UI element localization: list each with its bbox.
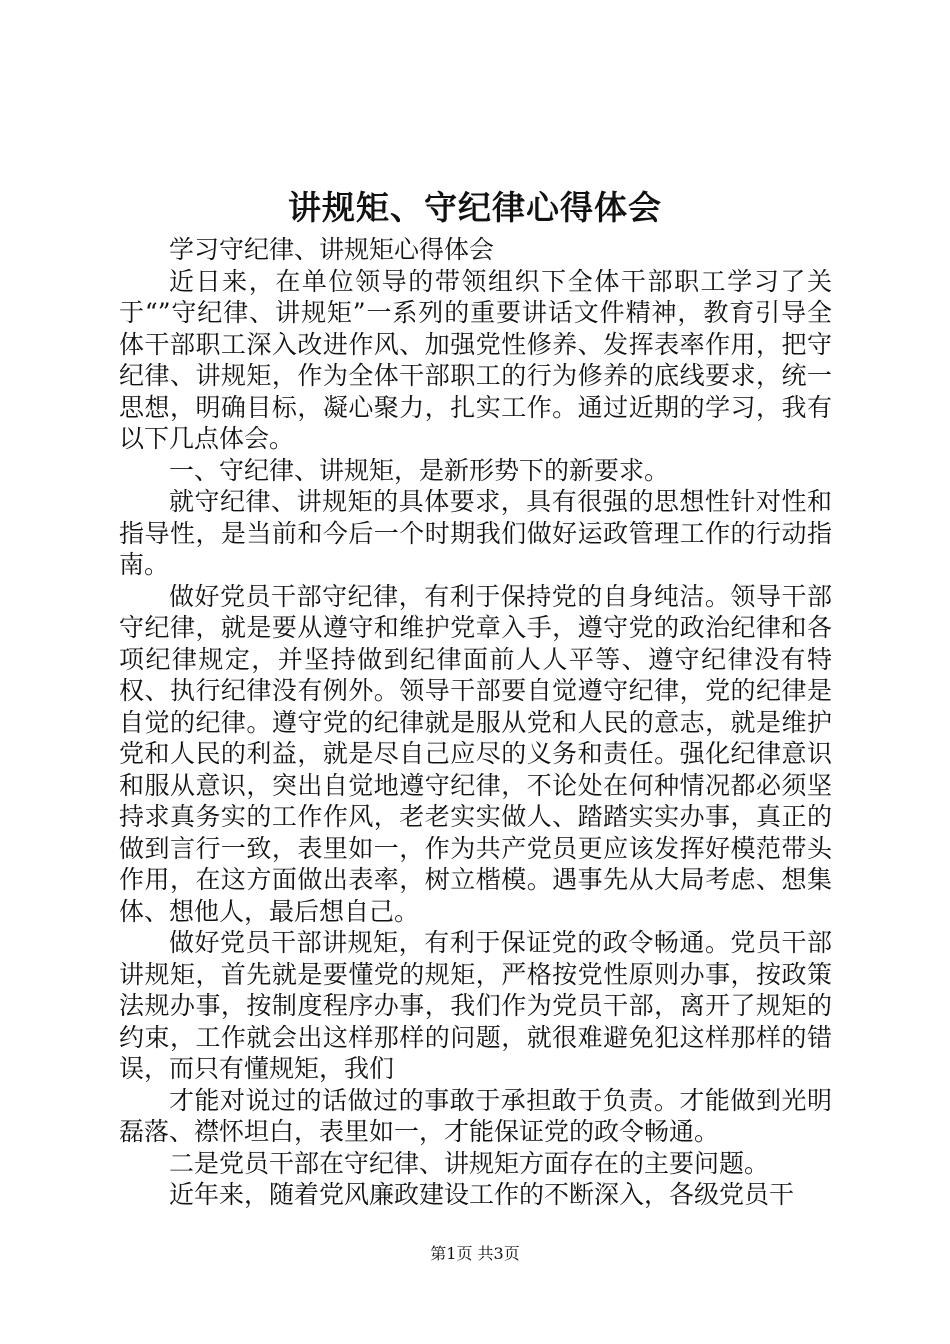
paragraph-discipline: 做好党员干部守纪律，有利于保持党的自身纯洁。领导干部守纪律，就是要从遵守和维护党章入手，遵守党的政治纪律和各项纪律规定，并坚持做到纪律面前人人平等、遵守纪律没有特权、执行纪律没有例外。领导干部要自觉遵守纪律，党的纪律是自觉的纪律。遵守党的纪律就是服从党和人民的意志，就是维护党和人民的利益，就是尽自己应尽的义务和责任。强化纪律意识和服从意识，突出自觉地遵守纪律，不论处在何种情况都必须坚持求真务实的工作作风，老老实实做人、踏踏实实办事，真正的做到言行一致，表里如一，作为共产党员更应该发挥好模范带头作用，在这方面做出表率，树立楷模。遇事先从大局考虑、想集体、想他人，最后想自己。 [119, 581, 832, 926]
paragraph-rules: 做好党员干部讲规矩，有利于保证党的政令畅通。党员干部讲规矩，首先就是要懂党的规矩，严格按党性原则办事，按政策法规办事，按制度程序办事，我们作为党员干部，离开了规矩的约束，工作就会出这样那样的问题，就很难避免犯这样那样的错误，而只有懂规矩，我们 [119, 928, 832, 1083]
document-title: 讲规矩、守纪律心得体会 [288, 188, 662, 227]
paragraph-requirements: 就守纪律、讲规矩的具体要求，具有很强的思想性针对性和指导性，是当前和今后一个时期我们做好运政管理工作的行动指南。 [119, 487, 832, 579]
paragraph-intro: 近日来，在单位领导的带领组织下全体干部职工学习了关于“”守纪律、讲规矩”一系列的重要讲话文件精神，教育引导全体干部职工深入改进作风、加强党性修养、发挥表率作用，把守纪律、讲规矩，作为全体干部职工的行为修养的底线要求，统一思想，明确目标，凝心聚力，扎实工作。通过近期的学习，我有以下几点体会。 [119, 266, 832, 453]
paragraph-heading-1: 一、守纪律、讲规矩，是新形势下的新要求。 [169, 455, 670, 485]
paragraph-responsibility: 才能对说过的话做过的事敢于承担敢于负责。才能做到光明磊落、襟怀坦白，表里如一，才能保证党的政令畅通。 [119, 1085, 832, 1146]
paragraph-subtitle: 学习守纪律、讲规矩心得体会 [169, 235, 495, 264]
paragraph-heading-2: 二是党员干部在守纪律、讲规矩方面存在的主要问题。 [169, 1148, 770, 1178]
page-number-footer: 第1页 共3页 [430, 1244, 520, 1263]
document-body [119, 234, 832, 1211]
paragraph-recent-years: 近年来，随着党风廉政建设工作的不断深入，各级党员干 [169, 1180, 795, 1209]
